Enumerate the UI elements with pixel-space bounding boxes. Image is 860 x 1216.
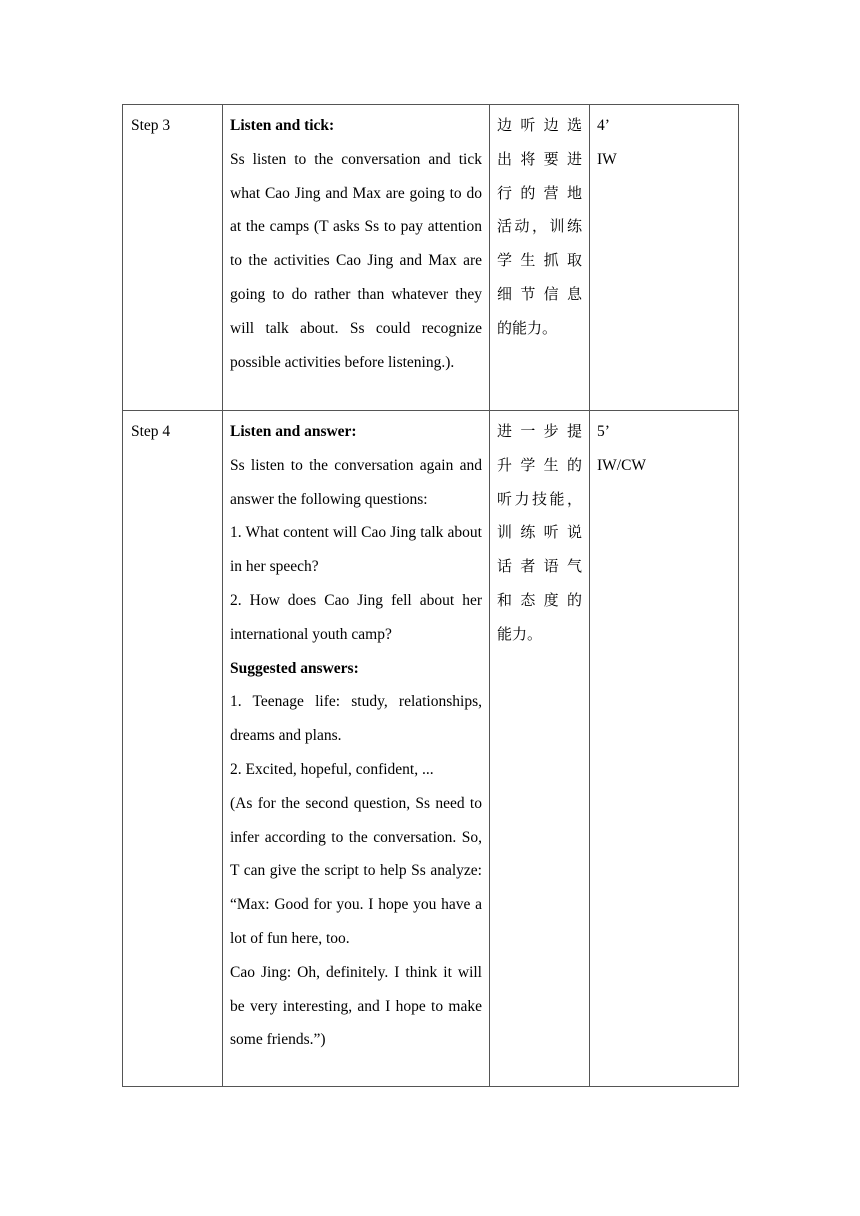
purpose-line: 话 者 语 气: [497, 557, 582, 576]
purpose-line: 行 的 营 地: [497, 183, 582, 202]
purpose-cell: [490, 105, 590, 411]
content-heading: Listen and tick:: [230, 117, 335, 134]
mode-value: IW: [597, 150, 617, 168]
purpose-line: 升 学 生 的: [497, 455, 582, 474]
purpose-text: [490, 411, 589, 652]
content-paragraph: (As for the second question, Ss need to infer according to the conversation. So, T can give the script to help Ss analyze: “Max: Good for you. I hope you have a lot of fun here, too.: [230, 794, 482, 947]
activity-content: [223, 105, 489, 379]
content-paragraph: 2. Excited, hopeful, confident, ...: [230, 760, 434, 778]
content-paragraph: Cao Jing: Oh, definitely. I think it will be very interesting, and I hope to make some friends.”): [230, 963, 482, 1049]
mode-value: IW/CW: [597, 456, 647, 474]
purpose-line: 进 一 步 提: [497, 422, 582, 440]
lesson-plan-table: [122, 104, 739, 1087]
time-cell: [590, 105, 739, 411]
content-paragraph: 1. What content will Cao Jing talk about in her speech?: [230, 524, 482, 576]
purpose-line: 出 将 要 进: [497, 149, 582, 168]
step-cell: [123, 411, 223, 1087]
step-label: Step 4: [131, 423, 171, 440]
purpose-line: 活动，训练: [497, 217, 582, 236]
content-cell: [223, 411, 490, 1087]
content-paragraph: Ss listen to the conversation and tick what Cao Jing and Max are going to do at the camps (T asks Ss to pay attention to the activities Cao Jing and Max are going to do rather than whatever they will talk about. Ss could recognize possible activities before listening.).: [230, 150, 482, 371]
content-paragraph: 1. Teenage life: study, relationships, dreams and plans.: [230, 693, 482, 745]
table-row: [123, 411, 739, 1087]
purpose-line: 训 练 听 说: [497, 523, 582, 542]
purpose-text: [490, 105, 589, 346]
purpose-line: 的能力。: [497, 318, 558, 337]
time-cell: [590, 411, 739, 1087]
content-heading: Suggested answers:: [230, 659, 359, 677]
time-value: 5’: [597, 423, 610, 440]
purpose-line: 学 生 抓 取: [497, 251, 582, 270]
content-heading: Listen and answer:: [230, 423, 357, 440]
purpose-line: 边 听 边 选: [497, 116, 582, 134]
step-cell: [123, 105, 223, 411]
content-cell: [223, 105, 490, 411]
step-label: Step 3: [131, 117, 171, 134]
table-row: [123, 105, 739, 411]
content-paragraph: Ss listen to the conversation again and answer the following questions:: [230, 456, 482, 508]
purpose-line: 听力技能，: [497, 489, 582, 508]
purpose-line: 能力。: [497, 624, 543, 643]
activity-content: [223, 411, 489, 1057]
purpose-cell: [490, 411, 590, 1087]
time-value: 4’: [597, 117, 610, 134]
purpose-line: 细 节 信 息: [497, 284, 582, 303]
content-paragraph: 2. How does Cao Jing fell about her international youth camp?: [230, 591, 482, 643]
purpose-line: 和 态 度 的: [497, 590, 582, 609]
